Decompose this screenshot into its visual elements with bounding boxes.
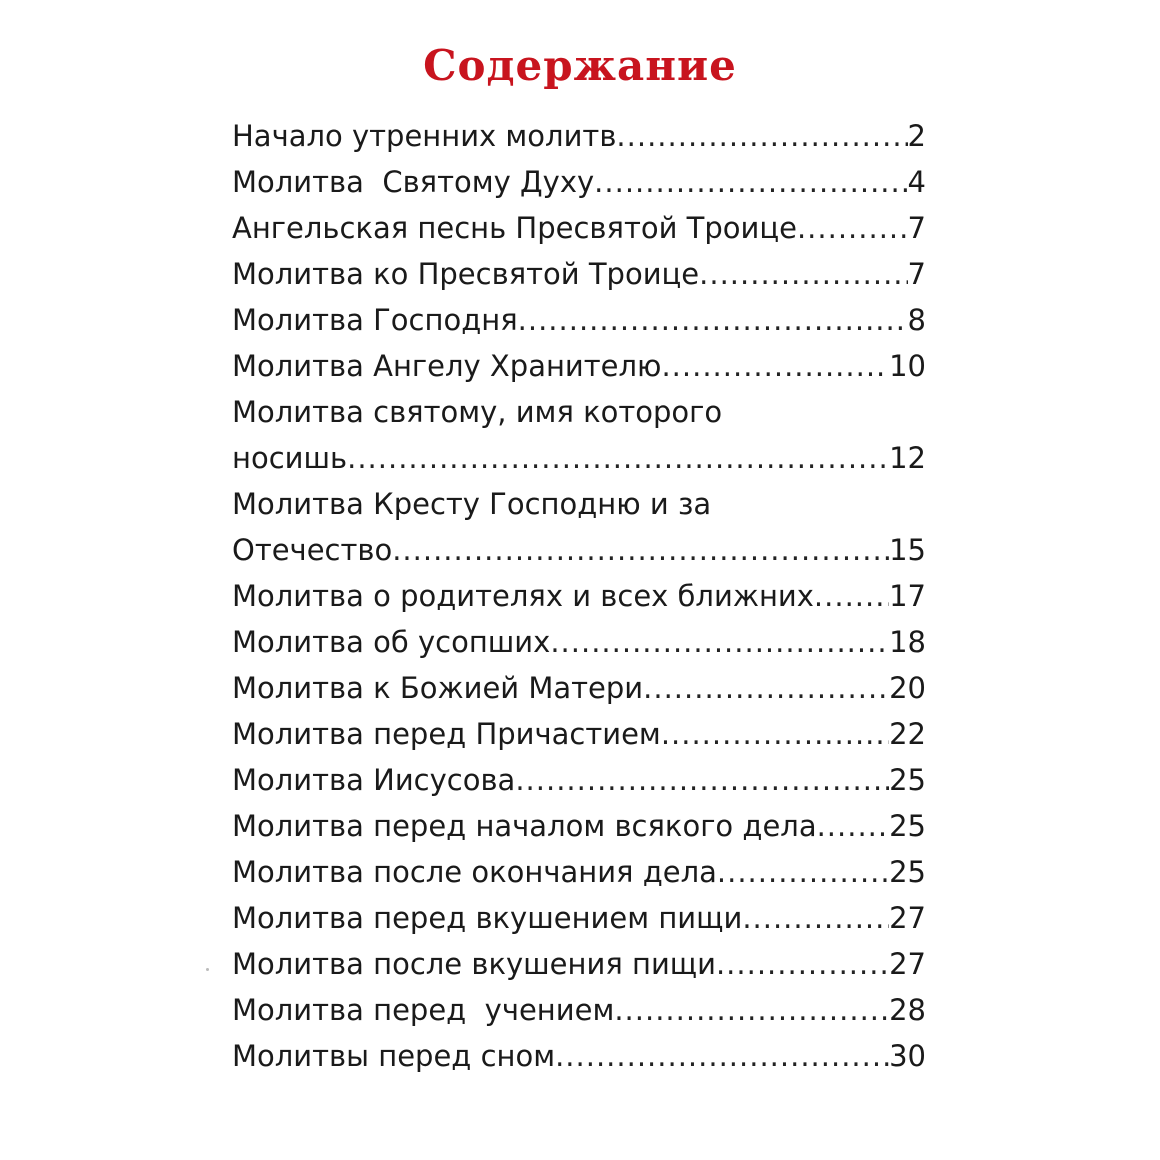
toc-leader-dots — [616, 113, 907, 159]
toc-entry-page: 22 — [889, 717, 926, 751]
toc-leader-dots — [555, 1033, 889, 1079]
toc-leader-dots — [717, 849, 889, 895]
toc-entry-title: Молитвы перед сном — [232, 1039, 556, 1073]
toc-entry-title: Молитва перед вкушением пищи — [232, 901, 743, 935]
toc-entry — [232, 297, 926, 343]
toc-leader-dots — [817, 803, 890, 849]
toc-entry-page: 12 — [889, 441, 926, 475]
toc-entry-line1 — [232, 481, 926, 527]
toc-entry — [232, 113, 926, 159]
toc-entry — [232, 573, 926, 619]
toc-entry-line2 — [232, 527, 926, 573]
toc-entry — [232, 803, 926, 849]
toc-entry — [232, 757, 926, 803]
toc-entry-page: 28 — [889, 993, 926, 1027]
toc-entry-title: Молитва об усопших — [232, 625, 551, 659]
toc-entry — [232, 251, 926, 297]
toc-entry-page: 7 — [907, 257, 926, 291]
toc-entry-page: 2 — [907, 119, 926, 153]
toc-entry-title: Молитва перед Причастием — [232, 717, 661, 751]
toc-entry-title: Молитва ко Пресвятой Троице — [232, 257, 700, 291]
page-title: Содержание — [423, 41, 737, 90]
toc-entry-title: Ангельская песнь Пресвятой Троице — [232, 211, 797, 245]
toc-entry — [232, 849, 926, 895]
toc-leader-dots — [814, 573, 889, 619]
toc-leader-dots — [716, 941, 889, 987]
toc-leader-dots — [661, 343, 889, 389]
table-of-contents — [232, 113, 926, 1079]
toc-entry-title: Молитва Святому Духу — [232, 165, 595, 199]
toc-entry-title: Молитва к Божией Матери — [232, 671, 644, 705]
toc-entry-page: 27 — [889, 901, 926, 935]
toc-entry-title: Молитва перед учением — [232, 993, 615, 1027]
toc-entry-page: 17 — [889, 579, 926, 613]
toc-entry-title-continued: Отечество — [232, 533, 393, 567]
toc-entry-title: Молитва Господня — [232, 303, 518, 337]
toc-entry — [232, 711, 926, 757]
toc-entry — [232, 665, 926, 711]
toc-entry-page: 10 — [889, 349, 926, 383]
toc-entry-page: 25 — [889, 855, 926, 889]
toc-entry-title: Молитва перед началом всякого дела — [232, 809, 817, 843]
toc-entry-title: Молитва после вкушения пищи — [232, 947, 716, 981]
toc-entry-page: 4 — [907, 165, 926, 199]
toc-leader-dots — [699, 251, 907, 297]
toc-entry-title: Молитва Иисусова — [232, 763, 516, 797]
toc-leader-dots — [594, 159, 907, 205]
toc-entry-title: Молитва святому, имя которого — [232, 395, 723, 429]
toc-leader-dots — [392, 527, 889, 573]
toc-leader-dots — [515, 757, 889, 803]
toc-entry — [232, 619, 926, 665]
toc-entry — [232, 895, 926, 941]
paper-speck — [206, 968, 209, 971]
toc-leader-dots — [742, 895, 889, 941]
toc-entry-line2 — [232, 435, 926, 481]
toc-entry-page: 27 — [889, 947, 926, 981]
toc-entry-page: 18 — [889, 625, 926, 659]
toc-entry-title: Молитва о родителях и всех ближних — [232, 579, 814, 613]
toc-leader-dots — [550, 619, 889, 665]
toc-entry-title-continued: носишь — [232, 441, 348, 475]
toc-entry-page: 30 — [889, 1039, 926, 1073]
toc-leader-dots — [797, 205, 908, 251]
toc-entry — [232, 1033, 926, 1079]
toc-leader-dots — [643, 665, 889, 711]
toc-entry-page: 7 — [907, 211, 926, 245]
toc-entry-page: 20 — [889, 671, 926, 705]
toc-entry-page: 25 — [889, 809, 926, 843]
toc-entry-title: Молитва Ангелу Хранителю — [232, 349, 662, 383]
toc-leader-dots — [661, 711, 889, 757]
toc-entry-title: Молитва Кресту Господню и за — [232, 487, 712, 521]
toc-entry — [232, 343, 926, 389]
toc-entry-title: Молитва после окончания дела — [232, 855, 717, 889]
toc-entry — [232, 987, 926, 1033]
toc-entry — [232, 205, 926, 251]
toc-entry — [232, 941, 926, 987]
toc-entry-line1 — [232, 389, 926, 435]
toc-entry-page: 25 — [889, 763, 926, 797]
toc-entry-title: Начало утренних молитв — [232, 119, 617, 153]
toc-entry-page: 15 — [889, 533, 926, 567]
toc-leader-dots — [518, 297, 908, 343]
toc-entry-page: 8 — [907, 303, 926, 337]
toc-leader-dots — [347, 435, 889, 481]
toc-entry — [232, 159, 926, 205]
toc-leader-dots — [614, 987, 889, 1033]
